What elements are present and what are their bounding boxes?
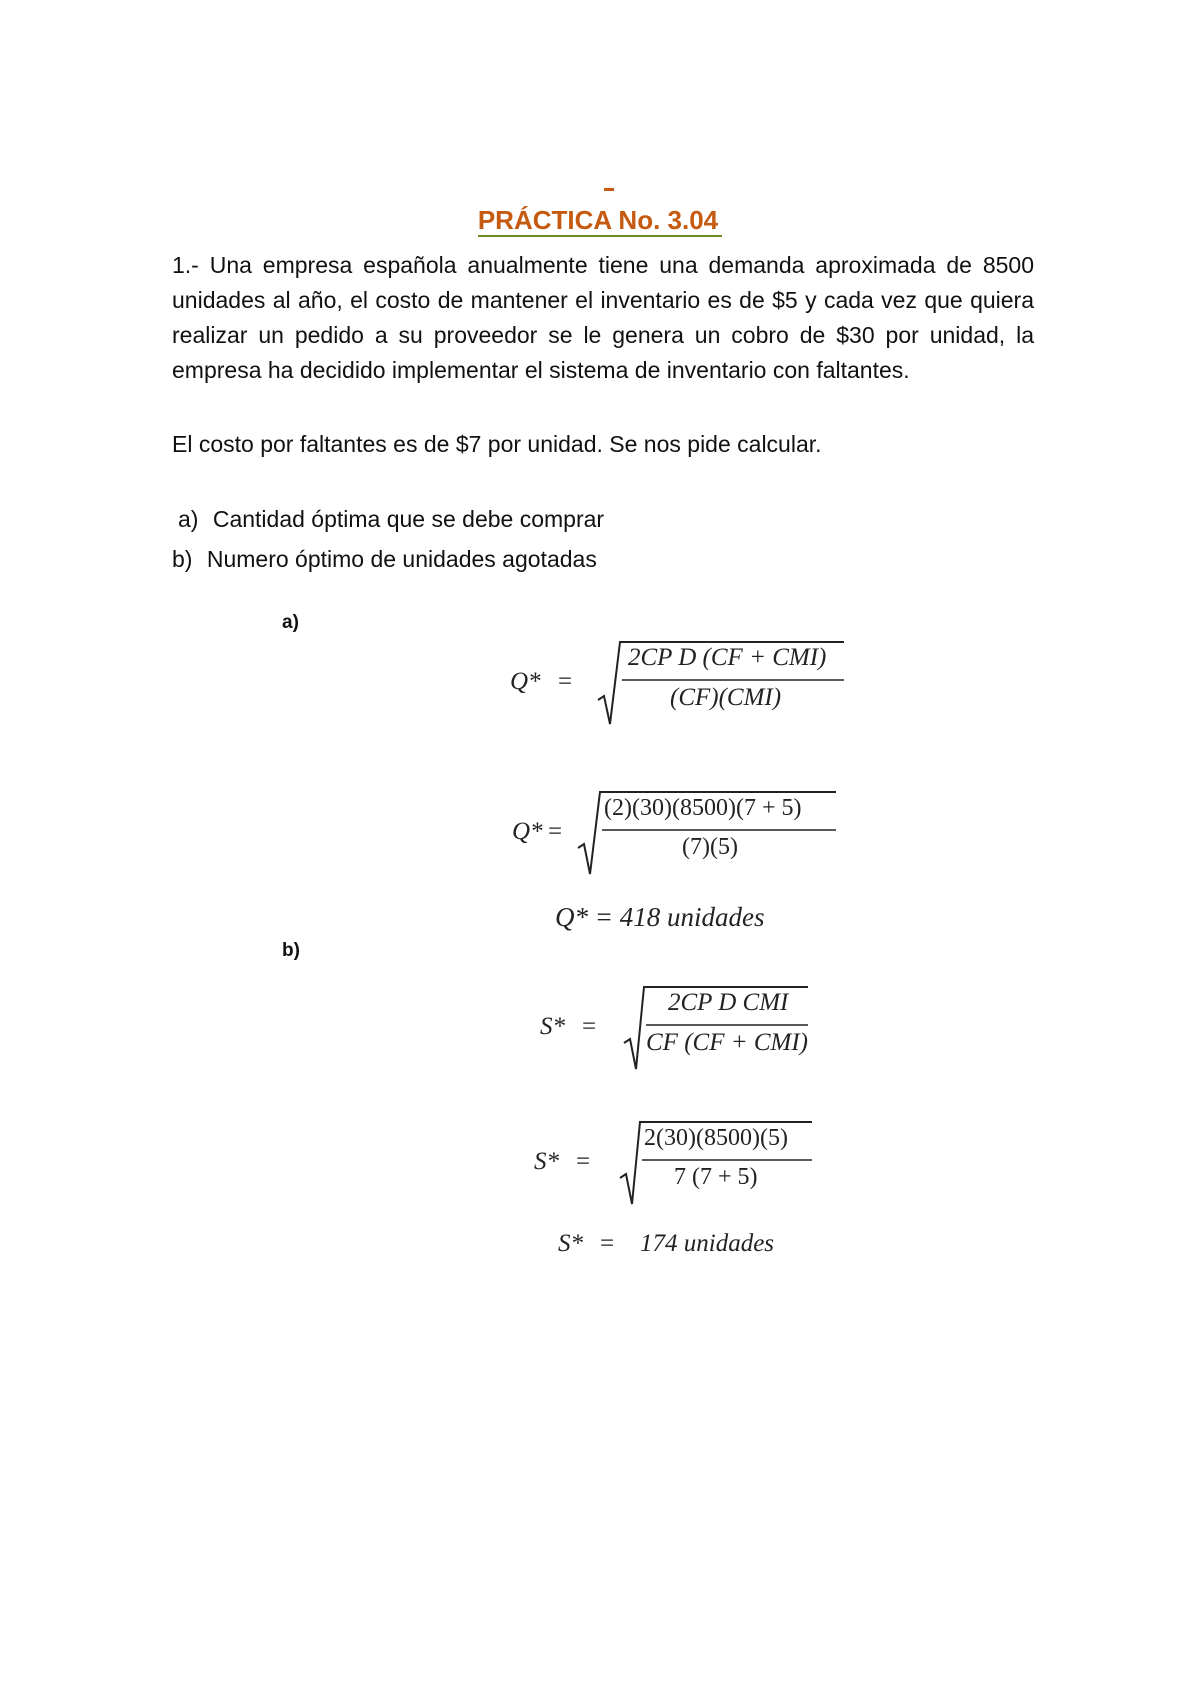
problem-second-line: El costo por faltantes es de $7 por unidad. Se nos pide calcular. [172, 431, 822, 457]
list-item [172, 546, 597, 573]
formula-equals: = [582, 1013, 597, 1040]
page-title: PRÁCTICA No. 3.04 [0, 205, 1200, 237]
formula-denominator: 7 (7 + 5) [674, 1164, 758, 1190]
list-item [178, 506, 604, 533]
eoq-substitution [512, 790, 852, 880]
formula-lhs: S* [540, 1013, 565, 1040]
list-item-text: Numero óptimo de unidades agotadas [206, 546, 597, 572]
list-marker: b) [172, 546, 193, 572]
problem-paragraph: 1.- Una empresa española anualmente tiene una demanda aproximada de 8500 unidades al año, el costo de mantener el inventario es de $5 y cada vez que quiera realizar un pedido a su proveedor se le genera un cobro de $30 por unidad, la empresa ha decidido implementar el sistema de inventario con faltantes. [172, 252, 1034, 383]
section-b-label: b) [282, 940, 300, 961]
result-equals: = [600, 1230, 615, 1257]
formula-equals: = [548, 818, 563, 845]
shortage-result [558, 1230, 858, 1264]
result-value: 174 unidades [640, 1230, 775, 1257]
list-marker: a) [178, 506, 199, 532]
section-a-label: a) [282, 612, 299, 633]
formula-lhs: Q* [510, 668, 541, 695]
list-item-text: Cantidad óptima que se debe comprar [212, 506, 605, 532]
result-lhs: S* [558, 1230, 583, 1257]
shortage-formula [540, 985, 830, 1075]
formula-numerator: 2CP D (CF + CMI) [628, 644, 827, 671]
formula-denominator: (CF)(CMI) [670, 684, 782, 711]
formula-numerator: 2(30)(8500)(5) [644, 1125, 788, 1151]
formula-lhs: Q* [512, 818, 543, 845]
formula-denominator: (7)(5) [682, 834, 738, 860]
eoq-formula [510, 640, 850, 730]
shortage-substitution [534, 1120, 824, 1210]
formula-lhs: S* [534, 1148, 559, 1175]
formula-numerator: 2CP D CMI [668, 989, 789, 1016]
formula-equals: = [576, 1148, 591, 1175]
document-page: PRÁCTICA No. 3.04 1.- Una empresa española anualmente tiene una demanda aproximada de 8500 unidades al año, el costo de mantener el inventario es de $5 y cada vez que quiera realizar un pedido a su proveedor se le genera un cobro de $30 por unidad, la empresa ha decidido implementar el sistema de inventario con faltantes. El costo por faltantes es de $7 por unidad. Se nos pide calcular. a) Cantidad óptima que se debe comprar b) Numero óptimo de unidades agotadas a) Q* = 2CP D (CF + CMI) (CF)(CMI) Q* = (2)(30)(8500)(7 + 5) (7)(5) Q* = 418 unidades b) S* = 2CP D CMI CF (CF + CMI) S* = 2(30)(8500)(5) 7 (7 + 5) S* = 174 unidades [0, 0, 1200, 1698]
formula-equals: = [558, 668, 573, 695]
decorative-dash [604, 188, 614, 191]
formula-denominator: CF (CF + CMI) [646, 1029, 808, 1056]
formula-numerator: (2)(30)(8500)(7 + 5) [604, 795, 802, 821]
